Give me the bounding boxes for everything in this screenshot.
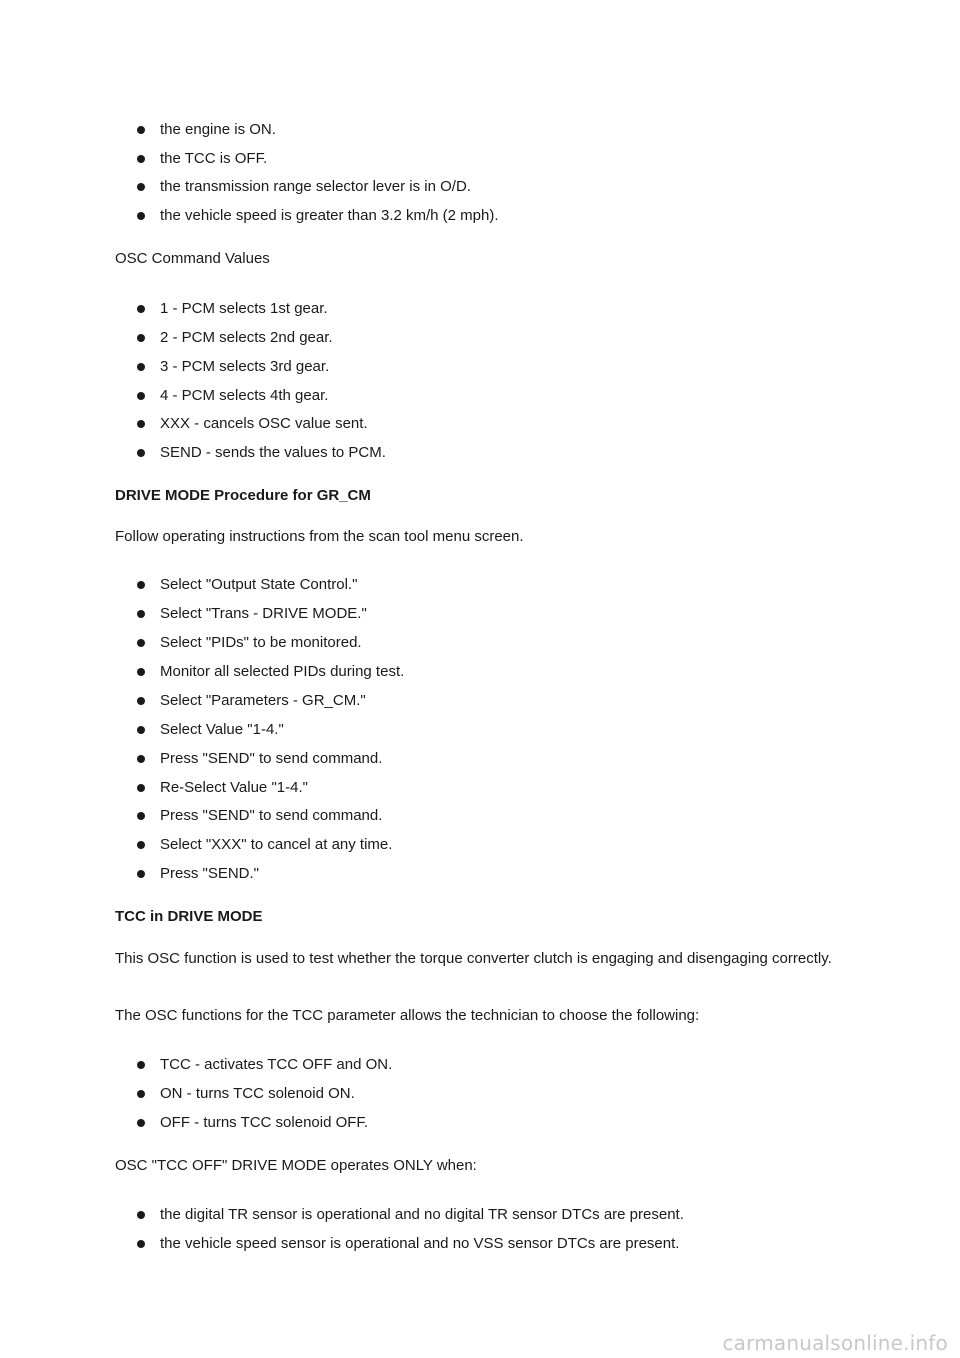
list-item-text: the engine is ON. — [160, 121, 276, 138]
list-item — [137, 1056, 392, 1074]
list-item — [137, 865, 259, 883]
list-item — [137, 358, 329, 376]
bullet-icon — [137, 449, 145, 457]
list-item — [137, 121, 276, 139]
list-item — [137, 721, 284, 739]
list-item-text: Press "SEND." — [160, 865, 260, 882]
bullet-icon — [137, 870, 145, 878]
bullet-icon — [137, 183, 145, 191]
bullet-icon — [137, 212, 145, 220]
bullet-icon — [137, 126, 145, 134]
bullet-icon — [137, 726, 145, 734]
list-item — [137, 605, 367, 623]
bullet-icon — [137, 392, 145, 400]
list-item-text: Select "XXX" to cancel at any time. — [160, 836, 393, 853]
list-item — [137, 207, 499, 225]
bullet-icon — [137, 1090, 145, 1098]
list-item-text: TCC - activates TCC OFF and ON. — [160, 1056, 393, 1073]
bullet-icon — [137, 363, 145, 371]
bullet-icon — [137, 334, 145, 342]
section-heading-tcc: TCC in DRIVE MODE — [115, 908, 263, 925]
list-item-text: Press "SEND" to send command. — [160, 750, 383, 767]
list-item-text: XXX - cancels OSC value sent. — [160, 415, 368, 432]
list-item — [137, 779, 308, 797]
list-item — [137, 329, 333, 347]
bullet-icon — [137, 841, 145, 849]
bullet-icon — [137, 610, 145, 618]
list-item-text: Select Value "1-4." — [160, 721, 284, 738]
list-item — [137, 807, 382, 825]
list-item-text: 3 - PCM selects 3rd gear. — [160, 358, 330, 375]
list-item-text: the TCC is OFF. — [160, 150, 268, 167]
list-item — [137, 750, 382, 768]
section-title-osc-command-values: OSC Command Values — [115, 250, 270, 267]
list-item-text: Press "SEND" to send command. — [160, 807, 383, 824]
list-item — [137, 387, 328, 405]
list-item — [137, 1085, 355, 1103]
list-item-text: Select "Output State Control." — [160, 576, 358, 593]
bullet-icon — [137, 155, 145, 163]
list-item-text: Select "Parameters - GR_CM." — [160, 692, 366, 709]
list-item — [137, 692, 366, 710]
list-item-text: ON - turns TCC solenoid ON. — [160, 1085, 355, 1102]
list-item — [137, 300, 328, 318]
list-item-text: 2 - PCM selects 2nd gear. — [160, 329, 333, 346]
bullet-icon — [137, 1211, 145, 1219]
bullet-icon — [137, 755, 145, 763]
list-item — [137, 576, 357, 594]
bullet-icon — [137, 812, 145, 820]
paragraph: The OSC functions for the TCC parameter allows the technician to choose the following: — [115, 1007, 700, 1024]
bullet-icon — [137, 784, 145, 792]
bullet-icon — [137, 639, 145, 647]
list-item-text: the digital TR sensor is operational and no digital TR sensor DTCs are present. — [160, 1206, 684, 1223]
list-item — [137, 415, 368, 433]
bullet-icon — [137, 305, 145, 313]
bullet-icon — [137, 1061, 145, 1069]
paragraph: This OSC function is used to test whether the torque converter clutch is engaging and disengaging correctly. — [115, 950, 832, 967]
list-item — [137, 444, 386, 462]
list-item — [137, 634, 362, 652]
list-item — [137, 150, 267, 168]
watermark: carmanualsonline.info — [722, 1331, 948, 1355]
list-item-text: Re-Select Value "1-4." — [160, 779, 308, 796]
list-item — [137, 1114, 368, 1132]
list-item-text: 1 - PCM selects 1st gear. — [160, 300, 328, 317]
list-item — [137, 1206, 684, 1224]
bullet-icon — [137, 697, 145, 705]
bullet-icon — [137, 1240, 145, 1248]
paragraph: OSC "TCC OFF" DRIVE MODE operates ONLY when: — [115, 1157, 477, 1174]
paragraph: Follow operating instructions from the scan tool menu screen. — [115, 528, 524, 545]
bullet-icon — [137, 1119, 145, 1127]
list-item-text: SEND - sends the values to PCM. — [160, 444, 386, 461]
bullet-icon — [137, 420, 145, 428]
list-item-text: the vehicle speed sensor is operational and no VSS sensor DTCs are present. — [160, 1235, 680, 1252]
list-item-text: Select "PIDs" to be monitored. — [160, 634, 362, 651]
list-item — [137, 663, 404, 681]
list-item-text: Select "Trans - DRIVE MODE." — [160, 605, 367, 622]
list-item-text: Monitor all selected PIDs during test. — [160, 663, 405, 680]
bullet-icon — [137, 581, 145, 589]
list-item — [137, 178, 471, 196]
section-heading-drive-mode: DRIVE MODE Procedure for GR_CM — [115, 487, 371, 504]
list-item — [137, 836, 392, 854]
list-item-text: the transmission range selector lever is in O/D. — [160, 178, 471, 195]
bullet-icon — [137, 668, 145, 676]
list-item-text: OFF - turns TCC solenoid OFF. — [160, 1114, 369, 1131]
list-item — [137, 1235, 679, 1253]
list-item-text: the vehicle speed is greater than 3.2 km/h (2 mph). — [160, 207, 499, 224]
list-item-text: 4 - PCM selects 4th gear. — [160, 387, 329, 404]
